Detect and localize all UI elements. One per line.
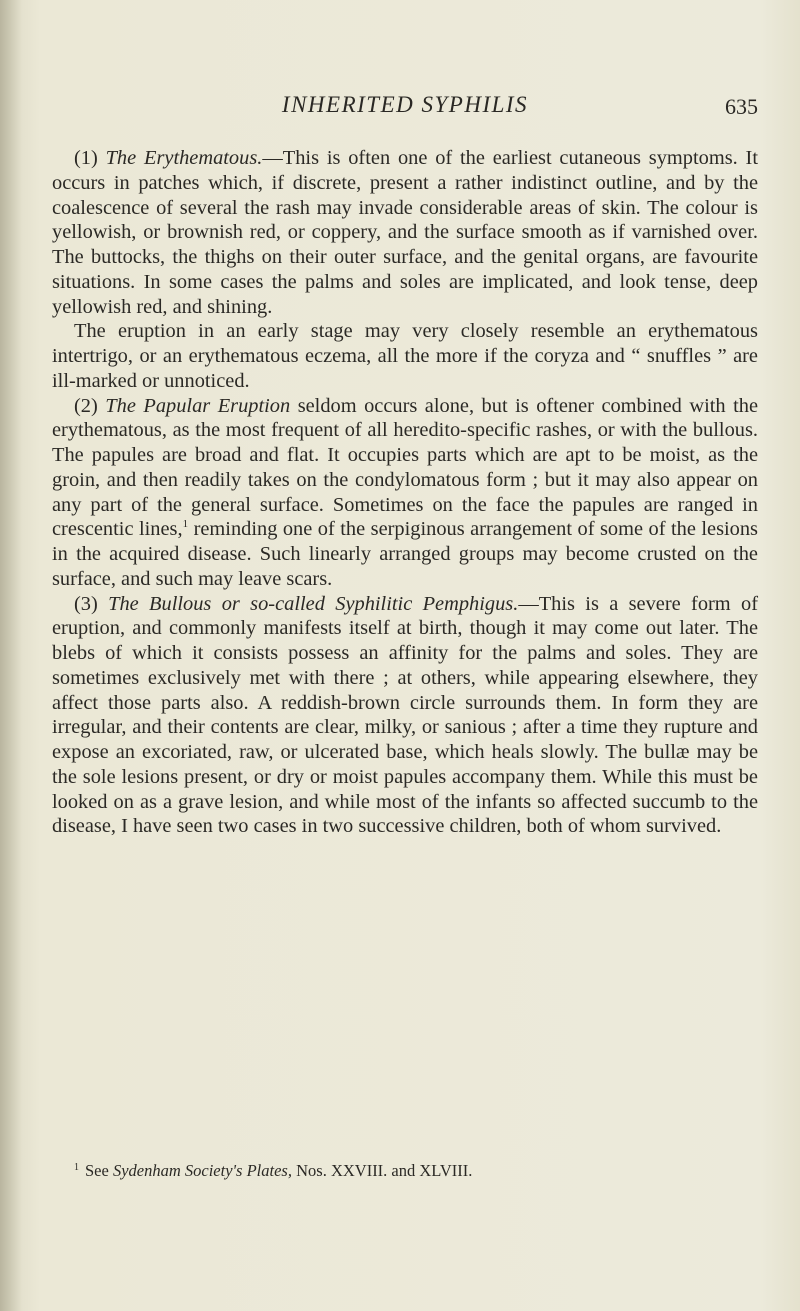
footnote-source: Sydenham Society's Plates, bbox=[112, 1161, 292, 1180]
paragraph-text: reminding one of the serpiginous arrangement of some of the lesions in the acquired disease. Such linearly arranged groups may become crusted on the surface, and such may leave scars. bbox=[52, 518, 758, 590]
paragraph-text: The eruption in an early stage may very closely resemble an erythematous intertrigo, or an erythematous eczema, all the more if the coryza and “ snuffles ” are ill-marked or unnoticed. bbox=[52, 320, 758, 392]
footnote bbox=[52, 1161, 758, 1181]
section-number: (1) bbox=[74, 147, 106, 169]
paragraph-text: —This is a severe form of eruption, and commonly manifests itself at birth, though it may come out later. The blebs of which it consists possess an affinity for the palms and soles. They are sometimes exclusively met with there ; at others, while appearing elsewhere, they affect those parts also. A reddish-brown circle surrounds them. In form they are irregular, and their contents are clear, milky, or sanious ; after a time they rupture and expose an excoriated, raw, or ulcerated base, which heals slowly. The bullæ may be the sole lesions present, or dry or moist papules accompany them. While this must be looked on as a grave lesion, and while most of the infants so affected succumb to the disease, I have seen two cases in two successive children, both of whom survived. bbox=[52, 592, 758, 838]
footnote-mark: 1 bbox=[74, 1161, 79, 1173]
binding-shadow bbox=[0, 0, 22, 1311]
section-heading: The Bullous or so-called Syphilitic Pemphigus. bbox=[108, 592, 519, 615]
page-header bbox=[52, 92, 758, 122]
section-heading: The Papular Eruption bbox=[105, 394, 291, 417]
footnote-prefix: See bbox=[85, 1161, 113, 1180]
paragraph-erythematous bbox=[52, 146, 758, 319]
paragraph-text: —This is often one of the earliest cutaneous symptoms. It occurs in patches which, if discrete, present a rather indistinct outline, and by the coalescence of several the rash may invade considerable areas of skin. The colour is yellowish, or brownish red, or coppery, and the surface smooth as if varnished over. The buttocks, the thighs on their outer surface, and the genital organs, are favourite situations. In some cases the palms and soles are implicated, and look tense, deep yellowish red, and shining. bbox=[52, 147, 758, 318]
page-number: 635 bbox=[725, 94, 758, 119]
footnote-rest: Nos. XXVIII. and XLVIII. bbox=[291, 1161, 473, 1180]
paragraph-text: seldom occurs alone, but is oftener combined with the erythematous, as the most frequent of all heredito-specific rashes, or with the bullous. The papules are broad and flat. It occupies parts which are apt to be moist, as the groin, and then readily takes on the condylomatous form ; but it may also appear on any part of the general surface. Sometimes on the face the papules are ranged in crescentic lines, bbox=[52, 394, 759, 541]
body-text bbox=[52, 146, 758, 839]
section-number: (3) bbox=[74, 592, 109, 615]
paragraph-eruption-early-stage bbox=[52, 319, 758, 393]
paragraph-papular bbox=[52, 394, 758, 592]
section-heading: The Erythematous. bbox=[105, 147, 263, 169]
section-number: (2) bbox=[74, 394, 106, 417]
paragraph-bullous bbox=[52, 592, 758, 840]
footnote-reference: 1 bbox=[182, 518, 189, 531]
running-title: INHERITED SYPHILIS bbox=[281, 92, 529, 117]
